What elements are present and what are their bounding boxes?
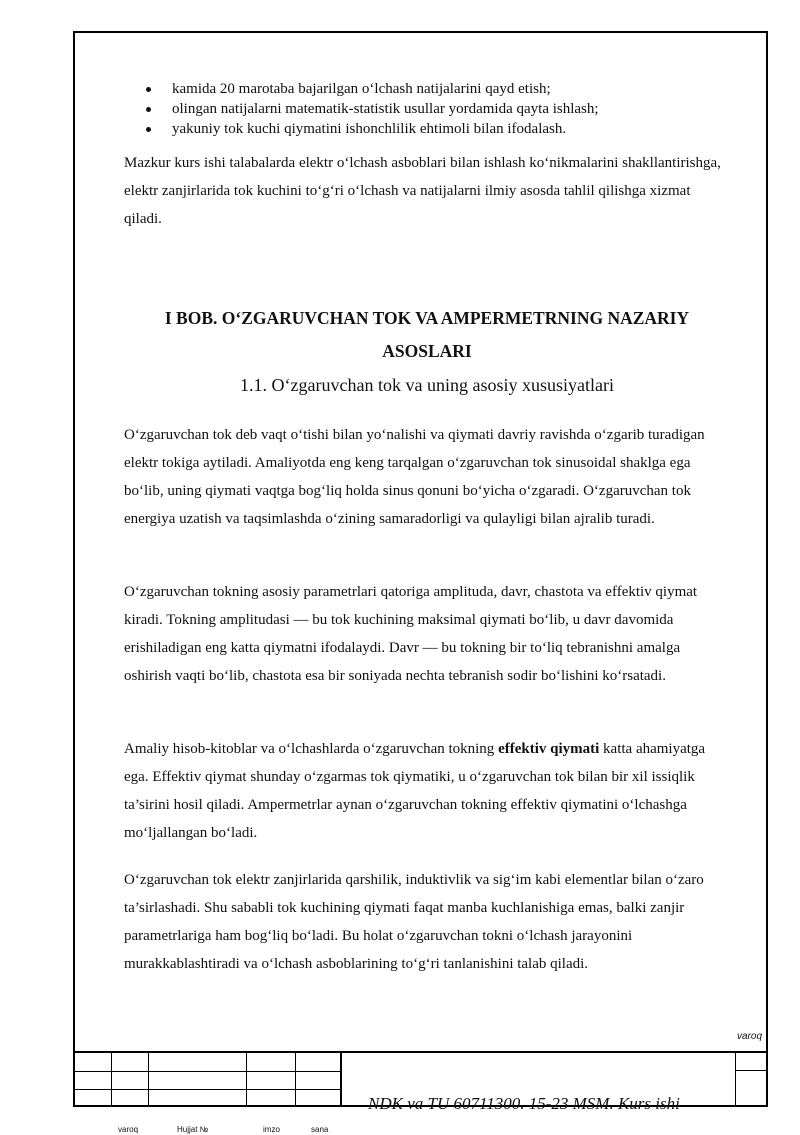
list-item: olingan natijalarni matematik-statistik usullar yordamida qayta ishlash; <box>146 99 599 119</box>
paragraph-circuit-elements: O‘zgaruvchan tok elektr zanjirlarida qarshilik, induktivlik va sig‘im kabi elementlar bilan o‘zaro ta’sirlashadi. Shu sababli tok kuchining qiymati faqat manba kuchlanishiga emas, balki zanjir parametrlariga ham bog‘liq bo‘ladi. Bu holat o‘zgaruvchan tokni o‘lchash jarayonini murakkablashtiradi va o‘lchash asboblarining to‘g‘ri tanlanishini talab qiladi. <box>124 872 704 972</box>
bold-term: effektiv qiymati <box>498 741 600 757</box>
paragraph-effective-value <box>124 735 730 847</box>
chapter-title: I BOB. O‘ZGARUVCHAN TOK VA AMPERMETRNING NAZARIY ASOSLARI <box>164 308 690 361</box>
stamp-label-document-number: Hujjat № <box>177 1125 209 1134</box>
task-bullet-list <box>146 79 599 139</box>
paragraph-definition: O‘zgaruvchan tok deb vaqt o‘tishi bilan yo‘nalishi va qiymati davriy ravishda o‘zgarib turadigan elektr tokiga aytiladi. Amaliyotda eng keng tarqalgan o‘zgaruvchan tok sinusoidal shaklga ega bo‘lib, uning qiymati vaqtga bog‘liq holda sinus qonuni bo‘yicha o‘zgaradi. O‘zgaruvchan tok energiya uzatish va taqsimlashda o‘zining samaradorligi va qulayligi bilan ajralib turadi. <box>124 427 705 527</box>
list-item: kamida 20 marotaba bajarilgan o‘lchash natijalarini qayd etish; <box>146 79 599 99</box>
stamp-label-signature: imzo <box>263 1125 280 1134</box>
list-item: yakuniy tok kuchi qiymatini ishonchlilik ehtimoli bilan ifodalash. <box>146 119 599 139</box>
sheet-label: varoq <box>737 1031 763 1042</box>
intro-paragraph: Mazkur kurs ishi talabalarda elektr o‘lchash asboblari bilan ishlash ko‘nikmalarini shakllantirishga, elektr zanjirlarida tok kuchini to‘g‘ri o‘lchash va natijalarni ilmiy asosda tahlil qilishga xizmat qiladi. <box>124 155 721 227</box>
stamp-label-date: sana <box>311 1125 329 1134</box>
paragraph-parameters: O‘zgaruvchan tokning asosiy parametrlari qatoriga amplituda, davr, chastota va effektiv qiymat kiradi. Tokning amplitudasi — bu tok kuchining maksimal qiymati bo‘lib, u davr davomida erishiladigan eng katta qiymatni ifodalaydi. Davr — bu tokning bir to‘liq tebranishni amalga oshirish vaqti bo‘lib, chastota esa bir soniyada nechta tebranish sodir bo‘lishini ko‘rsatadi. <box>124 584 698 684</box>
stamp-label-sheet: varoq <box>118 1125 139 1134</box>
paragraph-text: Amaliy hisob-kitoblar va o‘lchashlarda o‘zgaruvchan tokning <box>124 741 499 757</box>
document-code-title: NDK va TU 60711300. 15-23 MSM. Kurs ishi <box>368 1094 680 1113</box>
section-title: 1.1. O‘zgaruvchan tok va uning asosiy xususiyatlari <box>240 375 614 395</box>
paragraph-text: katta ahamiyatga ega. Effektiv qiymat shunday o‘zgarmas tok qiymatiki, u o‘zgaruvchan tok bilan bir xil issiqlik ta’sirini hosil qiladi. Ampermetrlar aynan o‘zgaruvchan tokning effektiv qiymatini o‘lchashga mo‘ljallangan bo‘ladi. <box>124 741 706 841</box>
